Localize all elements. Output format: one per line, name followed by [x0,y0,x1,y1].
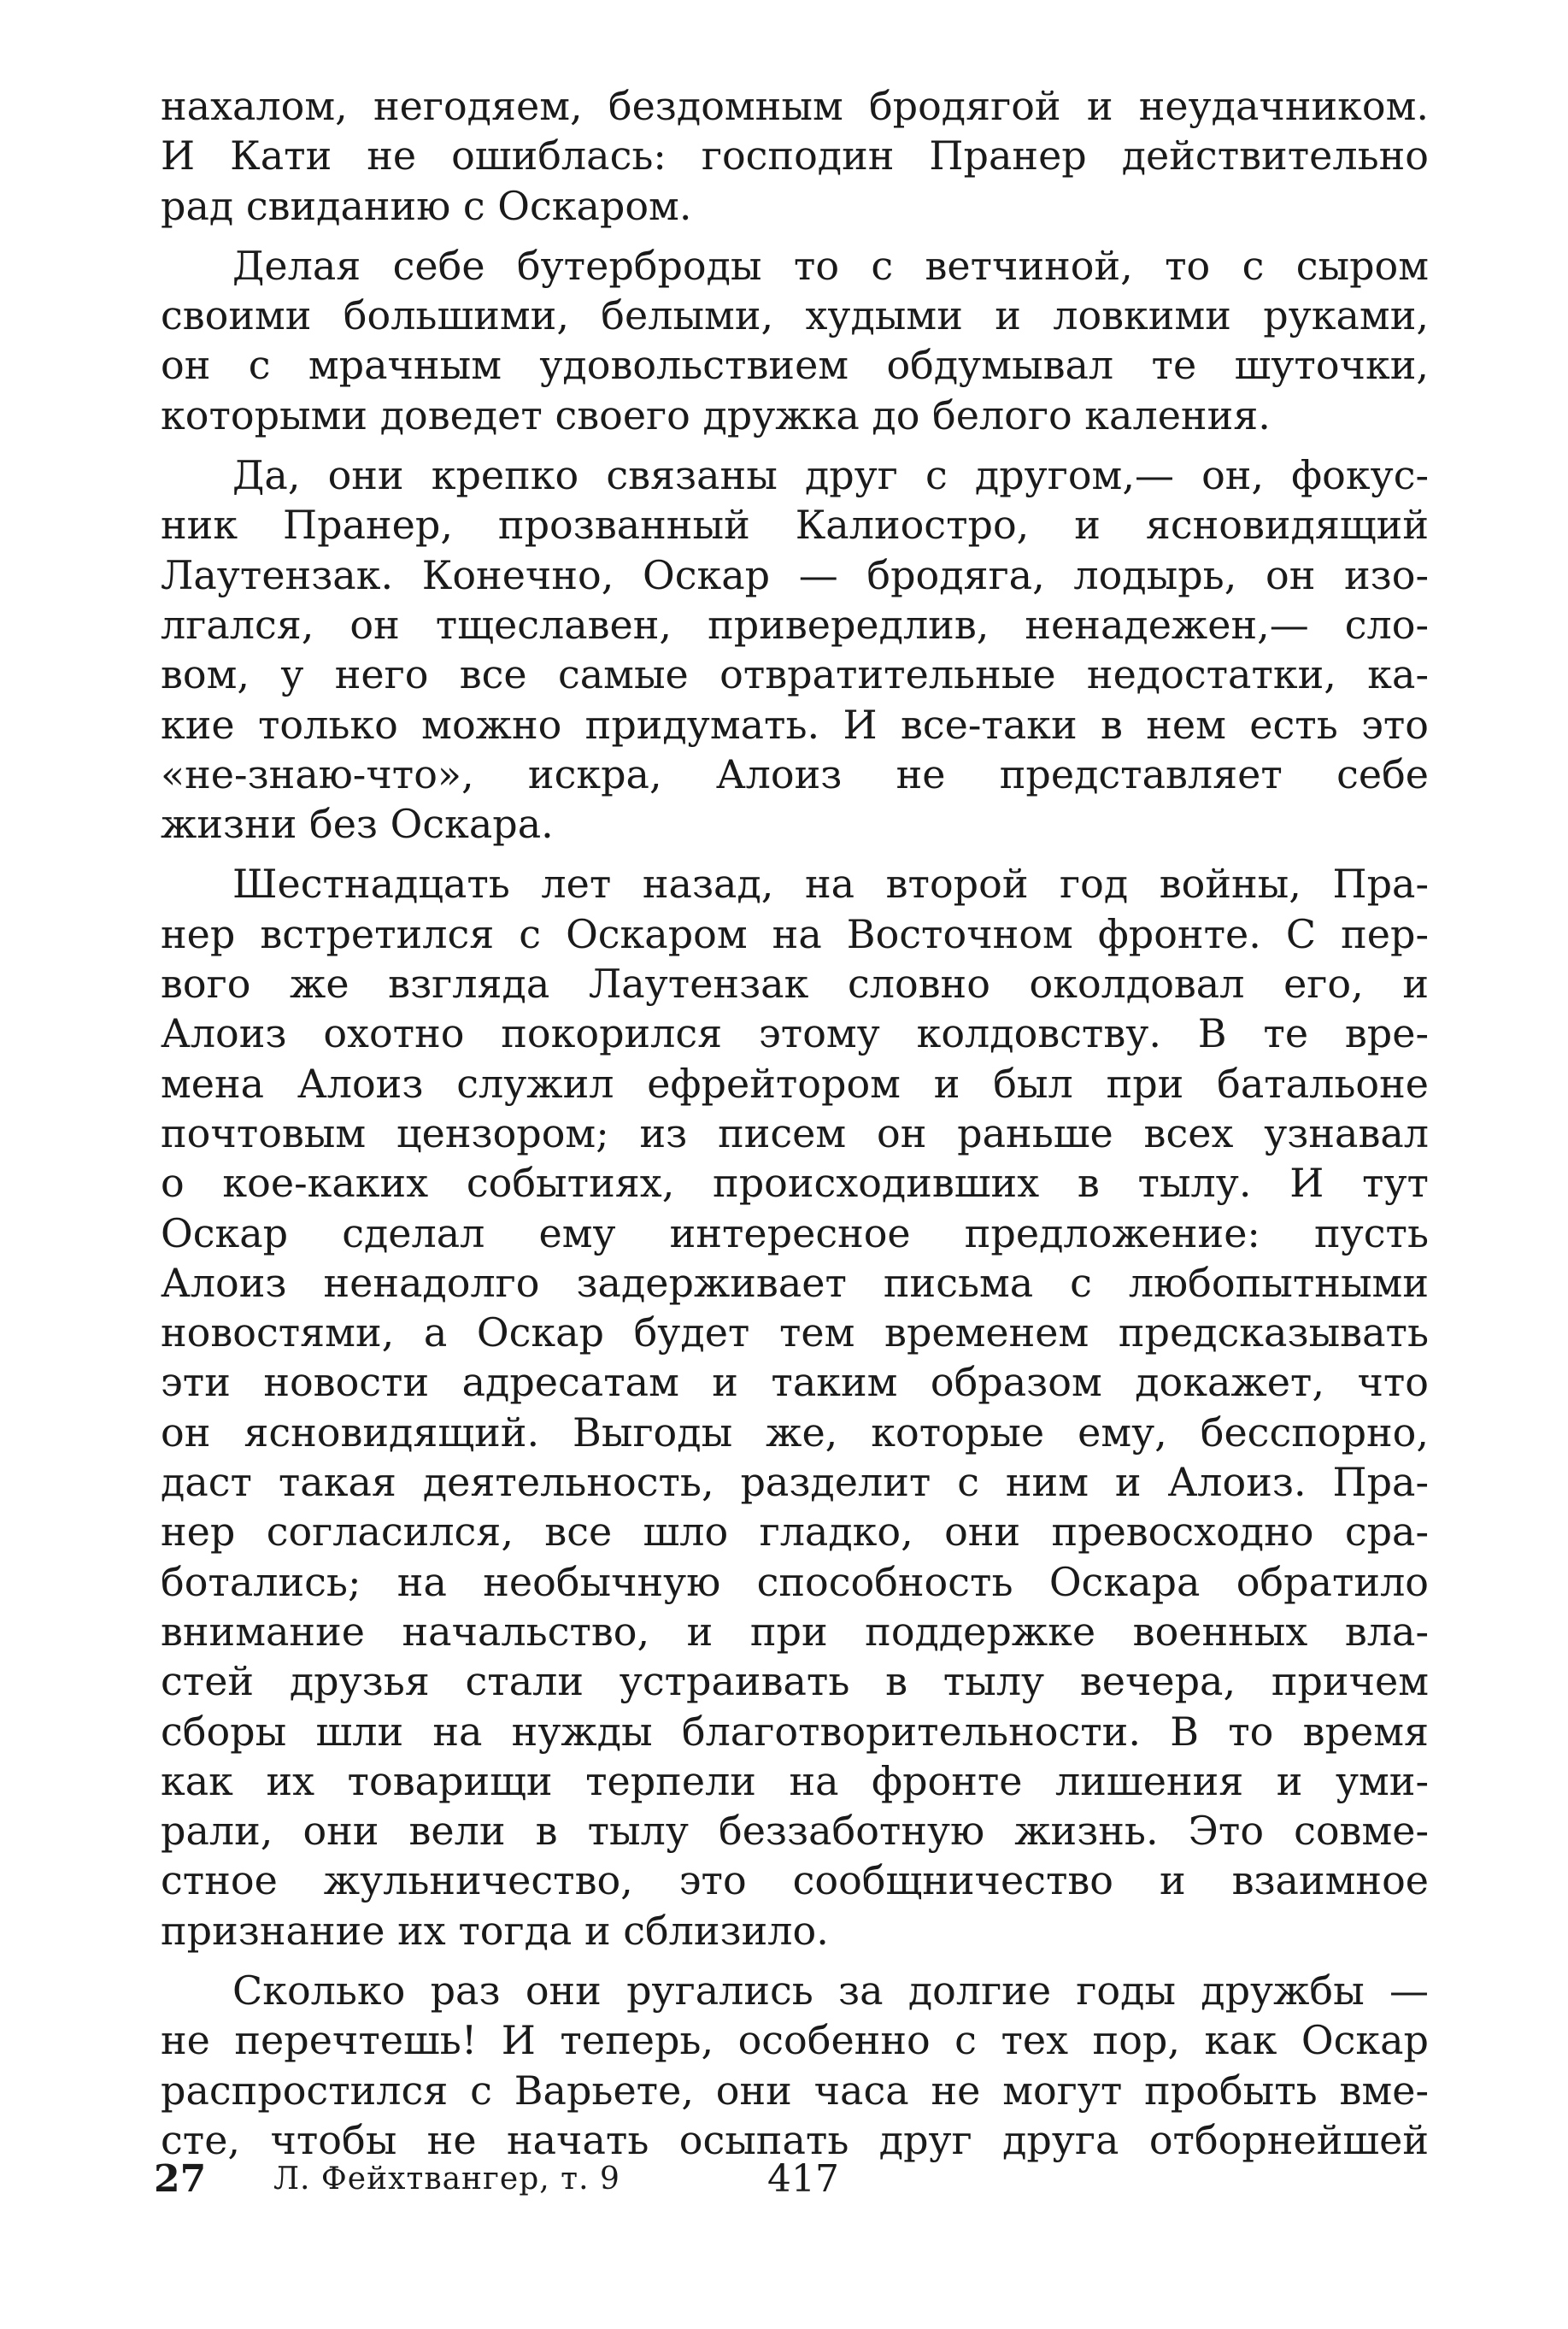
paragraph [161,81,1429,231]
text-line: Шестнадцать лет назад, на второй год войны, Пра- [232,861,1429,908]
text-line: ботались; на необычную способность Оскара обратило [161,1558,1429,1605]
text-line: стей друзья стали устраивать в тылу вечера, причем [161,1658,1429,1705]
text-line: лгался, он тщеславен, привередлив, ненадежен,— сло- [161,601,1429,648]
paragraph-gap [161,440,1429,450]
page-number: 417 [767,2157,839,2201]
text-line: ник Пранер, прозванный Калиостро, и ясновидящий [161,502,1429,549]
text-line: нер согласился, все шло гладко, они превосходно сра- [161,1509,1429,1556]
text-line: стное жульничество, это сообщничество и взаимное [161,1857,1429,1904]
paragraph-gap [161,1956,1429,1966]
text-line: нахалом, негодяем, бездомным бродягой и неудачником. [161,83,1429,129]
text-line: рали, они вели в тылу беззаботную жизнь. Это совме- [161,1808,1429,1855]
text-line: признание их тогда и сблизило. [161,1907,829,1954]
text-line: Алоиз ненадолго задерживает письма с любопытными [161,1259,1429,1306]
text-line: Оскар сделал ему интересное предложение: пусть [161,1209,1429,1256]
text-line: он с мрачным удовольствием обдумывал те шуточки, [161,342,1429,389]
text-line: вом, у него все самые отвратительные недостатки, ка- [161,651,1429,698]
page-text [161,81,1429,2165]
text-line: Лаутензак. Конечно, Оскар — бродяга, лодырь, он изо- [161,551,1429,598]
text-line: жизни без Оскара. [161,801,554,848]
text-line: как их товарищи терпели на фронте лишения и уми- [161,1757,1429,1804]
text-line: Сколько раз они ругались за долгие годы дружбы — [232,1967,1429,2014]
text-line: новостями, а Оскар будет тем временем предсказывать [161,1309,1429,1356]
text-line: даст такая деятельность, разделит с ним и Алоиз. Пра- [161,1459,1429,1506]
paragraph-gap [161,849,1429,859]
text-line: сте, чтобы не начать осыпать друг друга отборнейшей [161,2116,1429,2163]
text-line: нер встретился с Оскаром на Восточном фронте. С пер- [161,910,1429,957]
text-line: Алоиз охотно покорился этому колдовству. В те вре- [161,1010,1429,1057]
text-line: которыми доведет своего дружка до белого каления. [161,391,1271,438]
page-footer [154,2154,1008,2205]
text-line: «не-знаю-что», искра, Алоиз не представляет себе [161,750,1429,797]
text-line: не перечтешь! И теперь, особенно с тех пор, как Оскар [161,2017,1429,2064]
text-line: Да, они крепко связаны друг с другом,— он, фокус- [232,452,1429,499]
text-line: вого же взгляда Лаутензак словно околдовал его, и [161,961,1429,1008]
signature-number: 27 [154,2157,207,2201]
paragraph-gap [161,231,1429,241]
text-line: внимание начальство, и при поддержке военных вла- [161,1608,1429,1655]
text-line: мена Алоиз служил ефрейтором и был при батальоне [161,1060,1429,1107]
text-line: рад свиданию с Оскаром. [161,182,692,229]
text-line: кие только можно придумать. И все-таки в нем есть это [161,701,1429,748]
paragraph [161,1966,1429,2165]
text-line: эти новости адресатам и таким образом докажет, что [161,1359,1429,1406]
paragraph [161,859,1429,1956]
text-line: распростился с Варьете, они часа не могут пробыть вме- [161,2067,1429,2114]
signature-text: Л. Фейхтвангер, т. 9 [273,2161,620,2197]
text-line: сборы шли на нужды благотворительности. В то время [161,1708,1429,1755]
text-line: он ясновидящий. Выгоды же, которые ему, бесспорно, [161,1409,1429,1456]
paragraph [161,450,1429,849]
text-line: своими большими, белыми, худыми и ловкими руками, [161,292,1429,339]
text-line: И Кати не ошиблась: господин Пранер действительно [161,132,1429,179]
text-line: Делая себе бутерброды то с ветчиной, то с сыром [232,242,1429,289]
paragraph [161,241,1429,440]
text-line: о кое-каких событиях, происходивших в тылу. И тут [161,1160,1429,1207]
text-line: почтовым цензором; из писем он раньше всех узнавал [161,1109,1429,1156]
